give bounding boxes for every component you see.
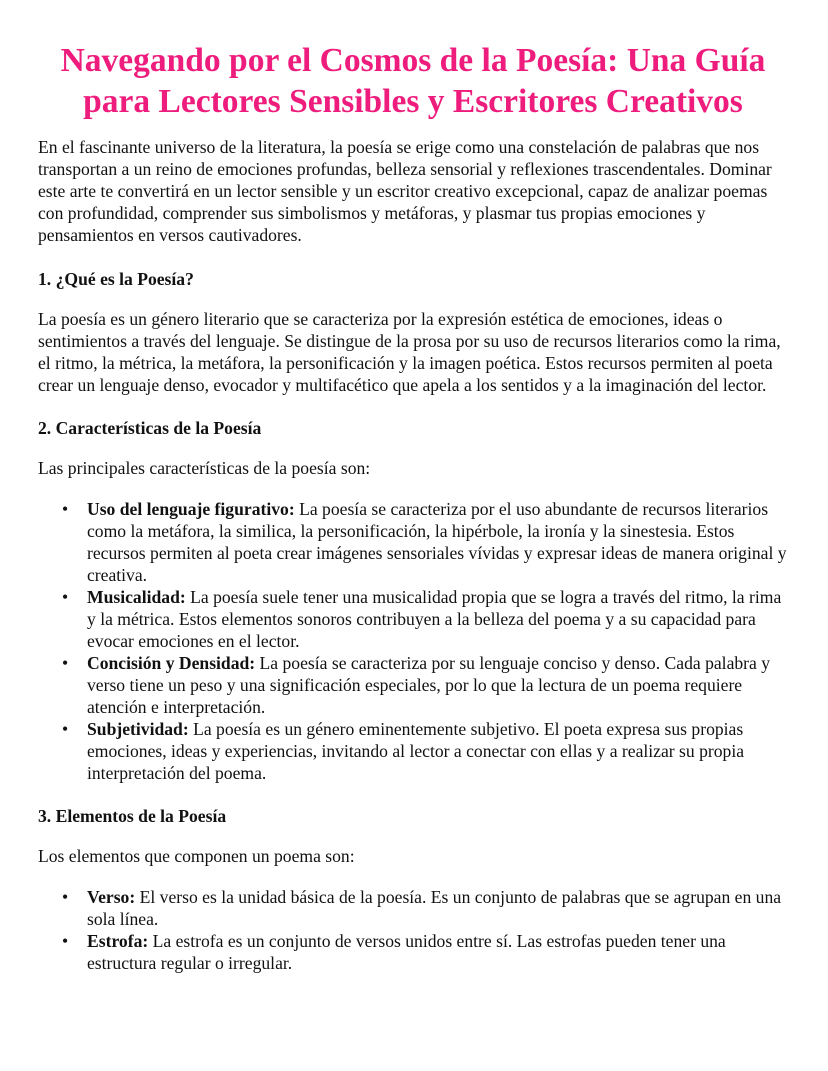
- list-item-desc: La poesía se caracteriza por el uso abundante de recursos literarios como la metáfora, la similica, la personificación, la hipérbole, la ironía y la sinestesia. Estos recursos permiten al poeta crear imágenes sensoriales vívidas y expresar ideas de manera original y creativa.: [87, 499, 787, 585]
- section-3-heading: 3. Elementos de la Poesía: [38, 806, 227, 826]
- list-item-term: Uso del lenguaje figurativo:: [87, 499, 295, 519]
- list-item-desc: El verso es la unidad básica de la poesía. Es un conjunto de palabras que se agrupan en una sola línea.: [87, 887, 782, 929]
- section-2-list: [38, 498, 788, 784]
- section-2-text: Las principales características de la poesía son:: [38, 458, 371, 478]
- bullet-icon: •: [62, 719, 69, 739]
- list-item: [62, 586, 788, 652]
- section-1-heading: 1. ¿Qué es la Poesía?: [38, 269, 194, 289]
- section-2-heading: 2. Características de la Poesía: [38, 418, 262, 438]
- section-1-text: La poesía es un género literario que se caracteriza por la expresión estética de emociones, ideas o sentimientos a través del lenguaje. Se distingue de la prosa por su uso de recursos literarios como la rima, el ritmo, la métrica, la metáfora, la personificación y la imagen poética. Estos recursos permiten al poeta crear un lenguaje denso, evocador y multifacético que apela a los sentidos y a la imaginación del lector.: [38, 309, 781, 395]
- intro-paragraph: En el fascinante universo de la literatura, la poesía se erige como una constelación de palabras que nos transportan a un reino de emociones profundas, belleza sensorial y reflexiones trascendentales. Dominar este arte te convertirá en un lector sensible y un escritor creativo excepcional, capaz de analizar poemas con profundidad, comprender sus simbolismos y metáforas, y plasmar tus propias emociones y pensamientos en versos cautivadores.: [38, 137, 772, 245]
- list-item: [62, 652, 788, 718]
- list-item-desc: La poesía se caracteriza por su lenguaje conciso y denso. Cada palabra y verso tiene un peso y una significación especiales, por lo que la lectura de un poema requiere atención e interpretación.: [87, 653, 771, 717]
- list-item-term: Verso:: [87, 887, 136, 907]
- list-item-term: Concisión y Densidad:: [87, 653, 256, 673]
- document-title: Navegando por el Cosmos de la Poesía: Una Guía para Lectores Sensibles y Escritores Creativos: [60, 42, 766, 120]
- bullet-icon: •: [62, 887, 69, 907]
- list-item: [62, 886, 788, 930]
- list-item-desc: La poesía es un género eminentemente subjetivo. El poeta expresa sus propias emociones, ideas y experiencias, invitando al lector a conectar con ellas y a realizar su propia interpretación del poema.: [87, 719, 745, 783]
- list-item-term: Musicalidad:: [87, 587, 186, 607]
- list-item: [62, 930, 788, 974]
- bullet-icon: •: [62, 653, 69, 673]
- bullet-icon: •: [62, 931, 69, 951]
- section-3-text: Los elementos que componen un poema son:: [38, 846, 355, 866]
- list-item: [62, 498, 788, 586]
- list-item-term: Estrofa:: [87, 931, 149, 951]
- bullet-icon: •: [62, 587, 69, 607]
- list-item-desc: La poesía suele tener una musicalidad propia que se logra a través del ritmo, la rima y la métrica. Estos elementos sonoros contribuyen a la belleza del poema y a su capacidad para evocar emociones en el lector.: [87, 587, 782, 651]
- section-3-list: [38, 886, 788, 974]
- list-item-desc: La estrofa es un conjunto de versos unidos entre sí. Las estrofas pueden tener una estructura regular o irregular.: [87, 931, 726, 973]
- bullet-icon: •: [62, 499, 69, 519]
- list-item-term: Subjetividad:: [87, 719, 189, 739]
- list-item: [62, 718, 788, 784]
